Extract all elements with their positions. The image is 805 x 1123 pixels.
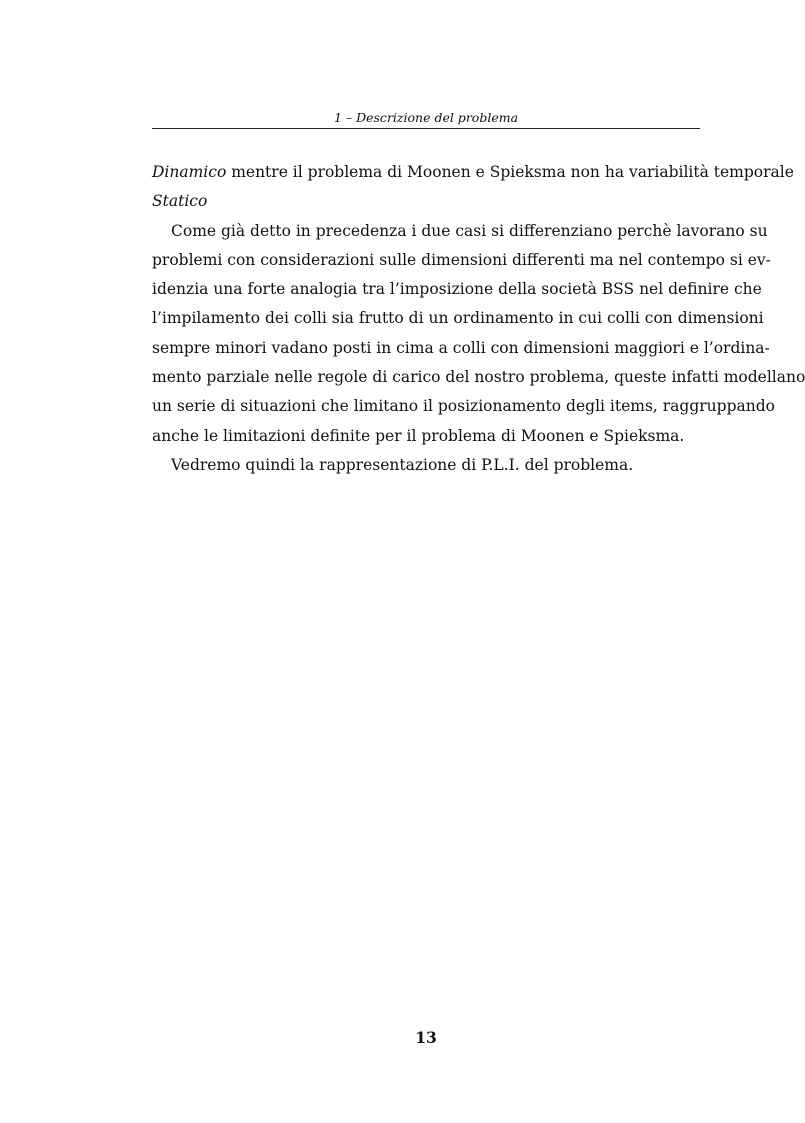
text-line: Vedremo quindi la rappresentazione di P.L.I. del problema.: [171, 455, 634, 474]
text-line: anche le limitazioni definite per il problema di Moonen e Spieksma.: [152, 426, 685, 445]
text-line: l’impilamento dei colli sia frutto di un ordinamento in cui colli con dimensioni: [152, 309, 764, 328]
running-header: 1 – Descrizione del problema: [333, 110, 519, 125]
text-line: mento parziale nelle regole di carico del nostro problema, queste infatti modellano: [152, 368, 805, 387]
body-text: [152, 158, 805, 480]
text-line: Come già detto in precedenza i due casi si differenziano perchè lavorano su: [171, 221, 768, 240]
text-line: sempre minori vadano posti in cima a colli con dimensioni maggiori e l’ordina-: [152, 338, 770, 357]
italic-term-statico: Statico: [152, 192, 208, 211]
italic-term-dinamico: Dinamico: [152, 163, 227, 181]
text-line: [152, 187, 700, 216]
text-line: [152, 158, 794, 187]
page-number: 13: [415, 1028, 437, 1047]
header-rule: [152, 128, 700, 129]
text-line: un serie di situazioni che limitano il posizionamento degli items, raggruppando: [152, 397, 775, 416]
text-line: idenzia una forte analogia tra l’imposizione della società BSS nel definire che: [152, 280, 762, 299]
text-line-rest: mentre il problema di Moonen e Spieksma non ha variabilità temporale: [226, 163, 794, 181]
text-line: problemi con considerazioni sulle dimensioni differenti ma nel contempo si ev-: [152, 250, 771, 269]
